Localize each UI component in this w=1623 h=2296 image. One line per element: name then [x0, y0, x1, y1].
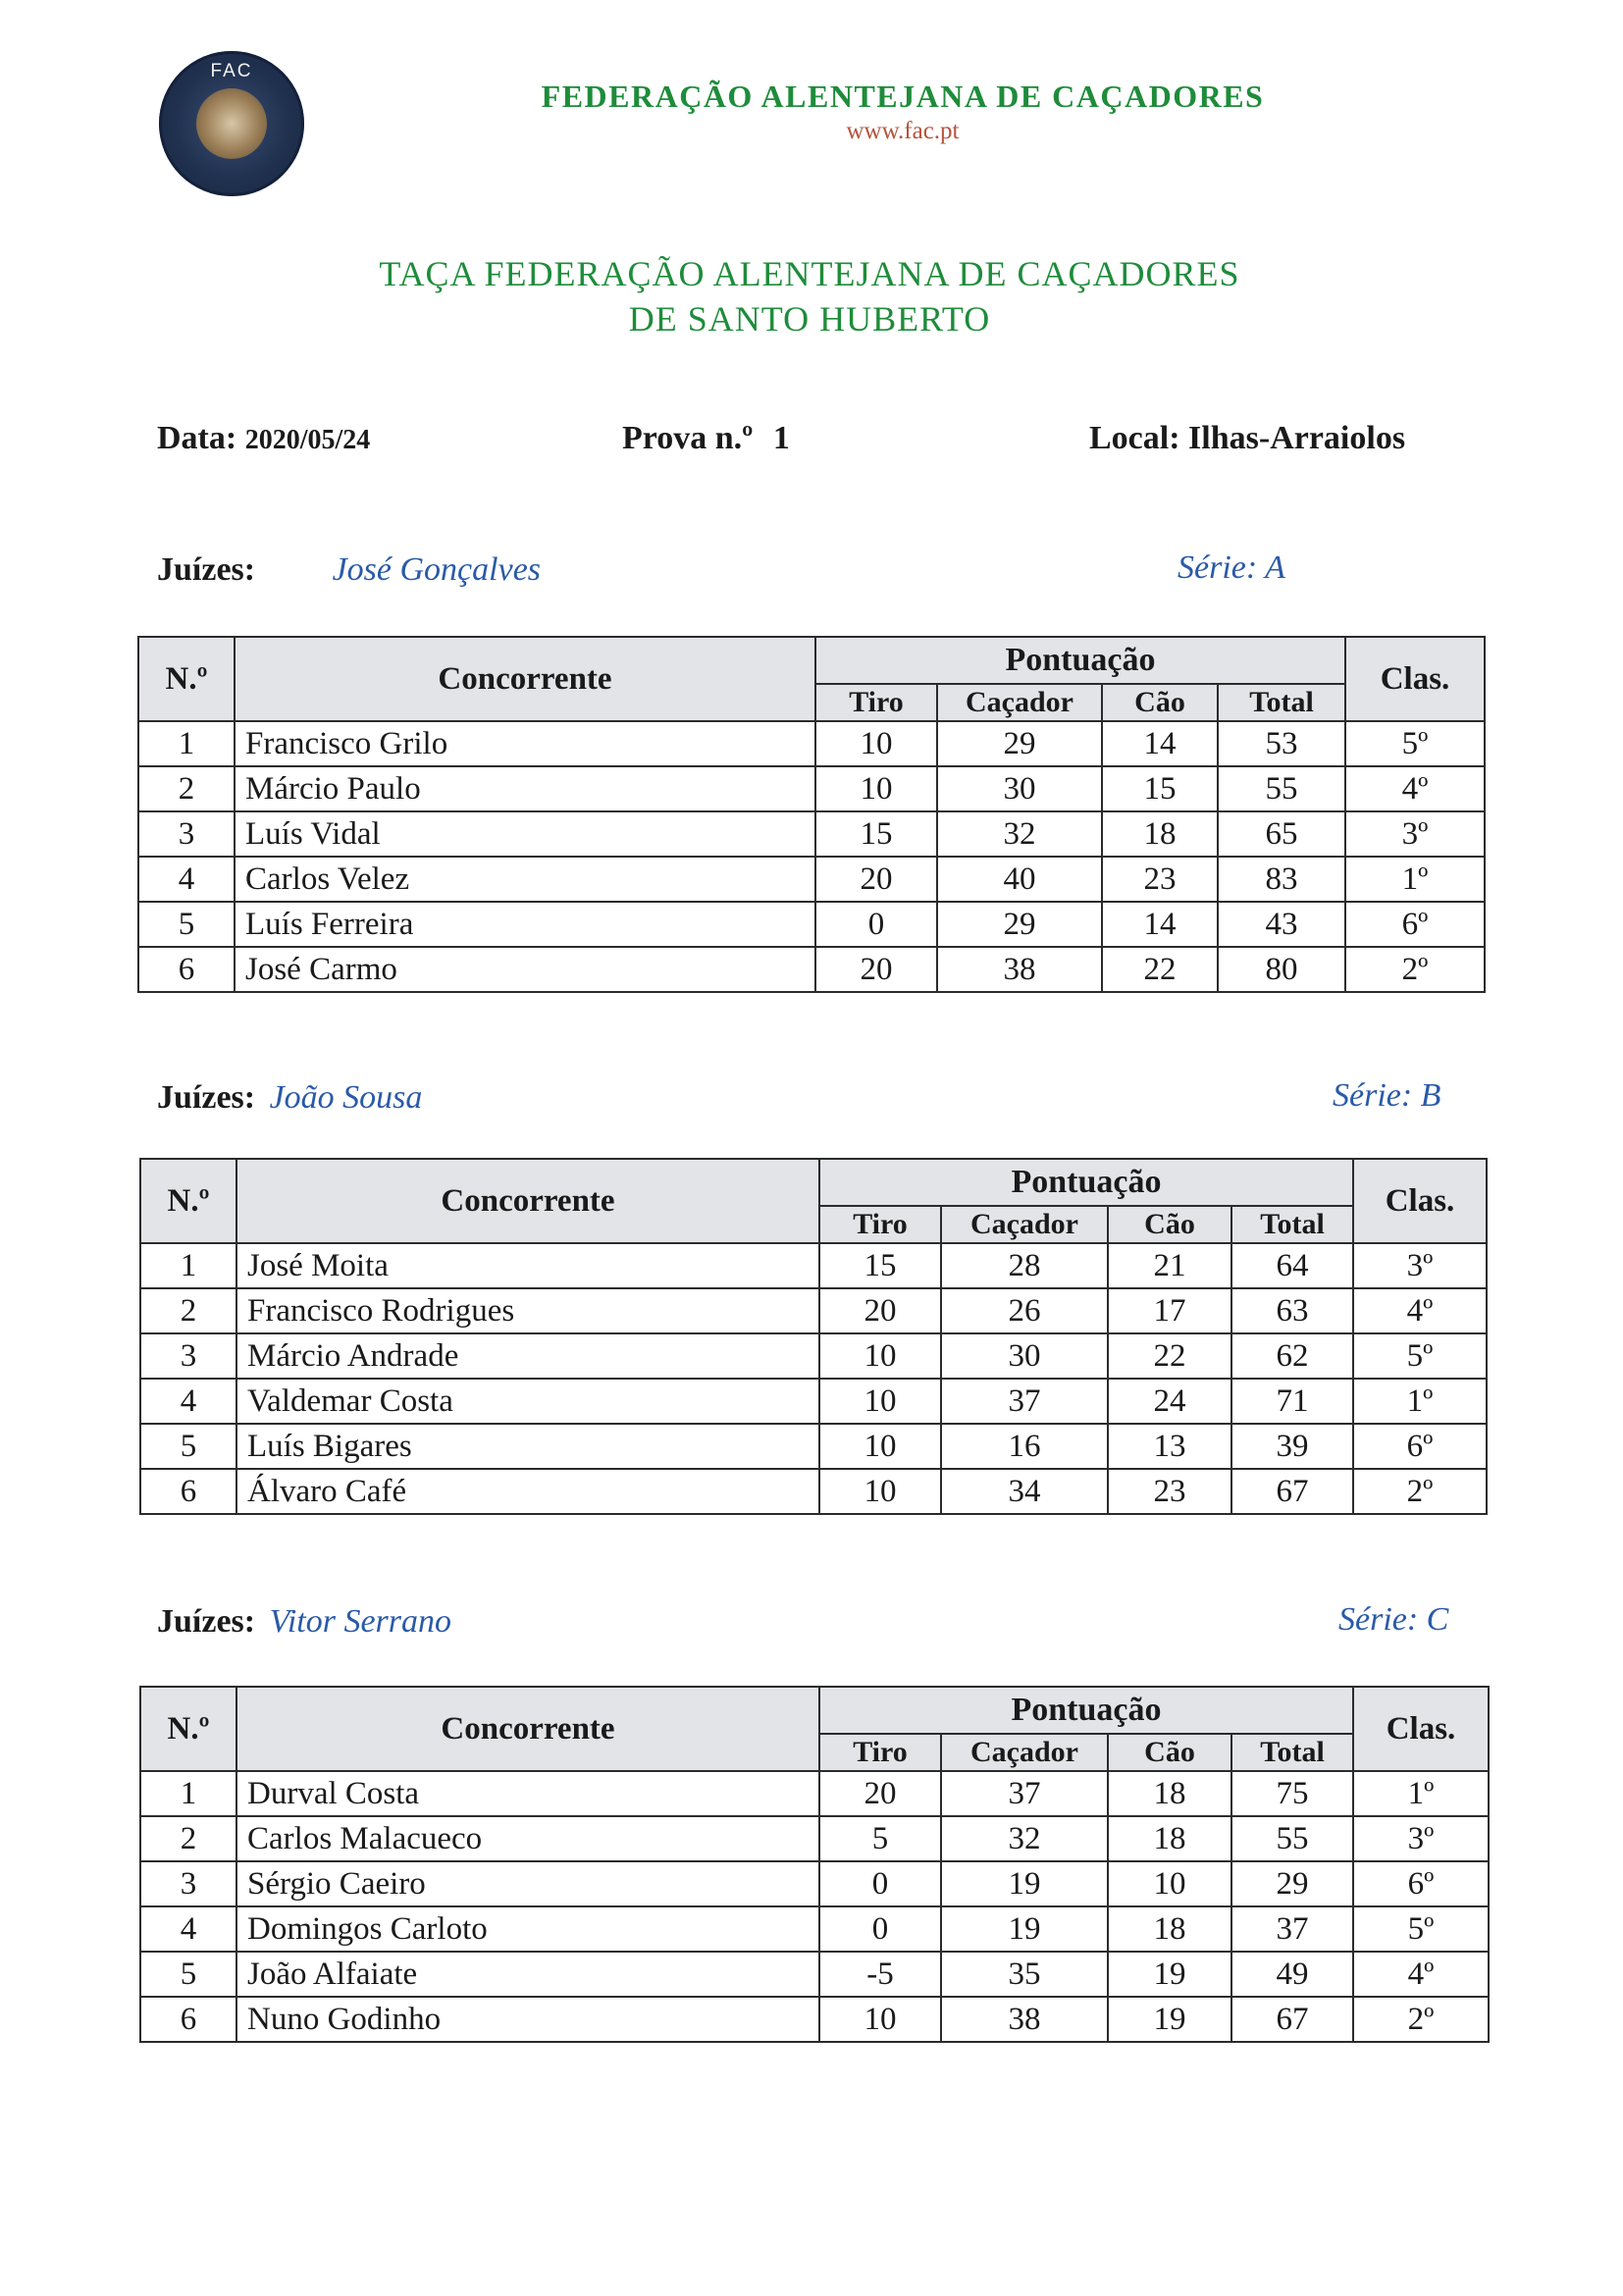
prova-field [622, 420, 790, 457]
table-row [140, 1469, 1487, 1514]
cell-cao: 15 [1102, 766, 1218, 811]
serie-label-b: Série: B [1333, 1077, 1441, 1114]
cell-number: 4 [140, 1906, 236, 1952]
cell-total: 63 [1231, 1288, 1353, 1333]
cell-number: 5 [138, 902, 235, 947]
table-row [140, 1952, 1489, 1997]
cell-number: 4 [138, 857, 235, 902]
table-row [140, 1424, 1487, 1469]
cell-tiro: 10 [819, 1997, 941, 2042]
table-row [140, 1288, 1487, 1333]
cell-tiro: 10 [815, 766, 937, 811]
cell-number: 3 [138, 811, 235, 857]
cell-tiro: 20 [819, 1288, 941, 1333]
header-competitor: Concorrente [236, 1159, 819, 1243]
cell-cacador: 37 [941, 1379, 1108, 1424]
table-row [138, 811, 1485, 857]
cell-number: 5 [140, 1424, 236, 1469]
cell-competitor: Carlos Malacueco [236, 1816, 819, 1861]
cell-cao: 21 [1108, 1243, 1231, 1288]
cell-cacador: 29 [937, 721, 1102, 766]
cell-cao: 18 [1102, 811, 1218, 857]
cell-total: 83 [1218, 857, 1345, 902]
cell-rank: 2º [1345, 947, 1485, 992]
header-rank: Clas. [1345, 637, 1485, 721]
table-row [140, 1243, 1487, 1288]
cell-total: 75 [1231, 1771, 1353, 1816]
cell-cao: 14 [1102, 721, 1218, 766]
judge-name: João Sousa [269, 1079, 423, 1116]
cell-cao: 17 [1108, 1288, 1231, 1333]
cell-total: 29 [1231, 1861, 1353, 1906]
header-number: N.º [138, 637, 235, 721]
cell-cao: 18 [1108, 1906, 1231, 1952]
header-rank: Clas. [1353, 1687, 1489, 1771]
cell-cacador: 30 [941, 1333, 1108, 1379]
cell-tiro: 20 [819, 1771, 941, 1816]
cell-total: 64 [1231, 1243, 1353, 1288]
cell-total: 62 [1231, 1333, 1353, 1379]
logo-partridge-emblem [196, 88, 267, 159]
table-row [138, 857, 1485, 902]
judges-line-a [157, 551, 541, 589]
header-cao: Cão [1108, 1734, 1231, 1771]
cell-tiro: 10 [819, 1333, 941, 1379]
local-label: Local: [1089, 420, 1180, 456]
cell-cao: 24 [1108, 1379, 1231, 1424]
cell-number: 1 [138, 721, 235, 766]
table-row [140, 1333, 1487, 1379]
header-score-group: Pontuação [819, 1159, 1353, 1206]
header-cacador: Caçador [937, 684, 1102, 721]
cell-tiro: 10 [819, 1424, 941, 1469]
cell-competitor: Valdemar Costa [236, 1379, 819, 1424]
cell-number: 6 [140, 1469, 236, 1514]
cell-cacador: 37 [941, 1771, 1108, 1816]
cell-rank: 6º [1345, 902, 1485, 947]
cell-competitor: Carlos Velez [235, 857, 815, 902]
organization-url: www.fac.pt [846, 118, 960, 144]
header-number: N.º [140, 1687, 236, 1771]
cell-number: 6 [140, 1997, 236, 2042]
cell-total: 43 [1218, 902, 1345, 947]
table-row [140, 1379, 1487, 1424]
cell-tiro: 0 [819, 1906, 941, 1952]
local-value: Ilhas-Arraiolos [1188, 420, 1406, 456]
table-row [140, 1816, 1489, 1861]
cell-competitor: Sérgio Caeiro [236, 1861, 819, 1906]
organization-name: FEDERAÇÃO ALENTEJANA DE CAÇADORES [541, 78, 1265, 114]
judges-line-c [157, 1603, 451, 1641]
date-field [157, 420, 370, 457]
serie-label-c: Série: C [1338, 1601, 1449, 1638]
date-label: Data: [157, 420, 237, 456]
cell-number: 1 [140, 1243, 236, 1288]
cell-total: 39 [1231, 1424, 1353, 1469]
cell-cao: 18 [1108, 1771, 1231, 1816]
cell-cacador: 19 [941, 1861, 1108, 1906]
cell-total: 67 [1231, 1997, 1353, 2042]
cell-cacador: 38 [941, 1997, 1108, 2042]
cell-cao: 22 [1102, 947, 1218, 992]
serie-label-a: Série: A [1178, 549, 1285, 586]
cell-rank: 4º [1353, 1288, 1487, 1333]
prova-value: 1 [772, 420, 790, 456]
header-score-group: Pontuação [819, 1687, 1353, 1734]
cell-number: 2 [140, 1816, 236, 1861]
cell-competitor: Luís Ferreira [235, 902, 815, 947]
cell-tiro: 15 [819, 1243, 941, 1288]
date-value: 2020/05/24 [244, 425, 371, 455]
header-competitor: Concorrente [236, 1687, 819, 1771]
cell-tiro: 5 [819, 1816, 941, 1861]
cell-competitor: Domingos Carloto [236, 1906, 819, 1952]
cell-total: 37 [1231, 1906, 1353, 1952]
cell-rank: 6º [1353, 1861, 1489, 1906]
cell-cao: 13 [1108, 1424, 1231, 1469]
judge-name: Vitor Serrano [269, 1603, 452, 1640]
cell-total: 67 [1231, 1469, 1353, 1514]
cell-tiro: 10 [815, 721, 937, 766]
cell-cacador: 28 [941, 1243, 1108, 1288]
cell-total: 55 [1231, 1816, 1353, 1861]
cell-total: 55 [1218, 766, 1345, 811]
table-row [138, 721, 1485, 766]
cell-number: 6 [138, 947, 235, 992]
cell-competitor: Francisco Rodrigues [236, 1288, 819, 1333]
judges-line-b [157, 1079, 422, 1117]
header-number: N.º [140, 1159, 236, 1243]
cell-competitor: José Moita [236, 1243, 819, 1288]
cell-rank: 3º [1353, 1816, 1489, 1861]
cell-rank: 1º [1345, 857, 1485, 902]
cell-cacador: 35 [941, 1952, 1108, 1997]
table-row [140, 1861, 1489, 1906]
cell-number: 4 [140, 1379, 236, 1424]
cell-competitor: Durval Costa [236, 1771, 819, 1816]
cell-tiro: 15 [815, 811, 937, 857]
header-tiro: Tiro [819, 1734, 941, 1771]
cell-cacador: 32 [941, 1816, 1108, 1861]
results-table-b [139, 1158, 1488, 1515]
cell-cao: 23 [1102, 857, 1218, 902]
cell-rank: 4º [1353, 1952, 1489, 1997]
cell-total: 71 [1231, 1379, 1353, 1424]
table-row [138, 766, 1485, 811]
table-row [138, 947, 1485, 992]
cell-competitor: Luís Bigares [236, 1424, 819, 1469]
cell-cao: 10 [1108, 1861, 1231, 1906]
results-table-c [139, 1686, 1490, 2043]
cell-cacador: 40 [937, 857, 1102, 902]
cell-cacador: 38 [937, 947, 1102, 992]
cell-total: 49 [1231, 1952, 1353, 1997]
header-cacador: Caçador [941, 1206, 1108, 1243]
cell-total: 80 [1218, 947, 1345, 992]
cell-cacador: 16 [941, 1424, 1108, 1469]
cell-tiro: 20 [815, 857, 937, 902]
cell-competitor: João Alfaiate [236, 1952, 819, 1997]
header-score-group: Pontuação [815, 637, 1345, 684]
results-table-a [137, 636, 1486, 993]
cell-number: 3 [140, 1333, 236, 1379]
cell-number: 5 [140, 1952, 236, 1997]
cell-rank: 2º [1353, 1469, 1487, 1514]
header-total: Total [1218, 684, 1345, 721]
header-rank: Clas. [1353, 1159, 1487, 1243]
cell-number: 1 [140, 1771, 236, 1816]
cell-cacador: 30 [937, 766, 1102, 811]
logo-text: FAC [210, 61, 253, 81]
cell-rank: 5º [1345, 721, 1485, 766]
cell-rank: 3º [1353, 1243, 1487, 1288]
cell-competitor: José Carmo [235, 947, 815, 992]
cell-rank: 5º [1353, 1333, 1487, 1379]
cell-rank: 2º [1353, 1997, 1489, 2042]
cell-cao: 22 [1108, 1333, 1231, 1379]
cell-cao: 19 [1108, 1952, 1231, 1997]
cup-title-line1: TAÇA FEDERAÇÃO ALENTEJANA DE CAÇADORES [379, 254, 1240, 293]
cell-cacador: 26 [941, 1288, 1108, 1333]
header-cao: Cão [1108, 1206, 1231, 1243]
cup-title [196, 251, 1423, 341]
cell-cao: 19 [1108, 1997, 1231, 2042]
cell-tiro: 10 [819, 1469, 941, 1514]
cell-tiro: 10 [819, 1379, 941, 1424]
prova-label: Prova n.º [622, 420, 754, 456]
header-tiro: Tiro [815, 684, 937, 721]
cell-cacador: 32 [937, 811, 1102, 857]
cell-competitor: Nuno Godinho [236, 1997, 819, 2042]
cell-tiro: 20 [815, 947, 937, 992]
header-competitor: Concorrente [235, 637, 815, 721]
cell-number: 3 [140, 1861, 236, 1906]
cell-total: 53 [1218, 721, 1345, 766]
judges-label: Juízes: [157, 1603, 256, 1640]
judges-label: Juízes: [157, 1079, 256, 1116]
cell-rank: 3º [1345, 811, 1485, 857]
cell-cao: 18 [1108, 1816, 1231, 1861]
cell-competitor: Álvaro Café [236, 1469, 819, 1514]
cell-total: 65 [1218, 811, 1345, 857]
header-cacador: Caçador [941, 1734, 1108, 1771]
cell-rank: 1º [1353, 1771, 1489, 1816]
cell-competitor: Márcio Andrade [236, 1333, 819, 1379]
cell-cacador: 19 [941, 1906, 1108, 1952]
cell-number: 2 [138, 766, 235, 811]
cell-cacador: 29 [937, 902, 1102, 947]
cup-title-line2: DE SANTO HUBERTO [628, 299, 991, 339]
cell-rank: 5º [1353, 1906, 1489, 1952]
table-row [140, 1771, 1489, 1816]
judge-name: José Gonçalves [332, 551, 542, 588]
cell-tiro: 0 [815, 902, 937, 947]
cell-cacador: 34 [941, 1469, 1108, 1514]
cell-number: 2 [140, 1288, 236, 1333]
fac-logo [159, 51, 304, 196]
cell-rank: 4º [1345, 766, 1485, 811]
cell-cao: 14 [1102, 902, 1218, 947]
cell-rank: 1º [1353, 1379, 1487, 1424]
judges-label: Juízes: [157, 551, 256, 588]
header-tiro: Tiro [819, 1206, 941, 1243]
cell-tiro: 0 [819, 1861, 941, 1906]
cell-tiro: -5 [819, 1952, 941, 1997]
header-total: Total [1231, 1206, 1353, 1243]
header-cao: Cão [1102, 684, 1218, 721]
cell-competitor: Francisco Grilo [235, 721, 815, 766]
header-total: Total [1231, 1734, 1353, 1771]
cell-competitor: Luís Vidal [235, 811, 815, 857]
table-row [140, 1997, 1489, 2042]
table-row [138, 902, 1485, 947]
cell-competitor: Márcio Paulo [235, 766, 815, 811]
cell-cao: 23 [1108, 1469, 1231, 1514]
local-field [1089, 420, 1405, 457]
cell-rank: 6º [1353, 1424, 1487, 1469]
table-row [140, 1906, 1489, 1952]
